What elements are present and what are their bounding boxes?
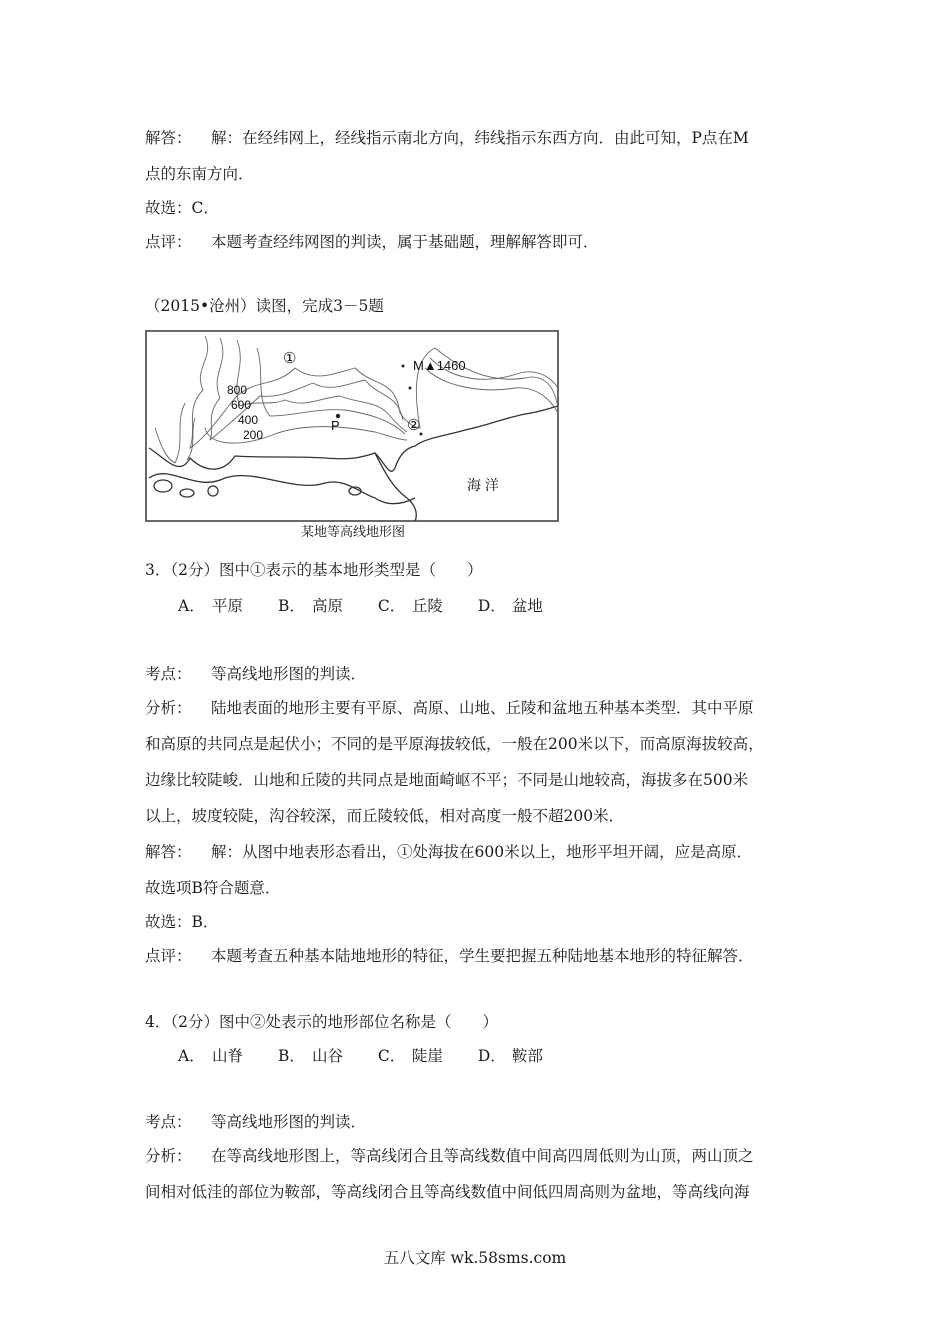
q3-fenxi-4: 以上，坡度较陡，沟谷较深，而丘陵较低，相对高度一般不超200米． bbox=[145, 807, 625, 825]
q3-option-c[interactable]: C． 丘陵 bbox=[377, 597, 443, 615]
q4-fenxi-1: 分析： 在等高线地形图上，等高线闭合且等高线数值中间高四周低则为山顶，两山顶之 bbox=[145, 1147, 754, 1165]
page-footer: 五八文库 wk.58sms.com bbox=[383, 1249, 567, 1267]
mark-1: ① bbox=[283, 350, 297, 367]
q3-option-a[interactable]: A． 平原 bbox=[178, 597, 244, 615]
q3-option-d[interactable]: D． 盆地 bbox=[477, 597, 543, 615]
q4-option-a[interactable]: A． 山脊 bbox=[178, 1047, 244, 1065]
q3-option-b[interactable]: B． 高原 bbox=[277, 597, 343, 615]
point-p-label: P bbox=[331, 418, 340, 433]
map-caption: 某地等高线地形图 bbox=[300, 524, 406, 539]
q4-stem: 4．（2分）图中②处表示的地形部位名称是（ ） bbox=[145, 1013, 498, 1031]
q4-option-c[interactable]: C． 陡崖 bbox=[377, 1047, 443, 1065]
q2-answer-line-2: 点的东南方向． bbox=[145, 165, 254, 183]
q3-jieda-2: 故选项B符合题意． bbox=[145, 879, 281, 897]
q3-jieda-1: 解答： 解：从图中地表形态看出，①处海拔在600米以上，地形平坦开阔，应是高原． bbox=[145, 843, 753, 861]
answer-label: 解答： bbox=[145, 129, 192, 147]
contour-label-400: 400 bbox=[238, 413, 259, 427]
q3-fenxi-1: 分析： 陆地表面的地形主要有平原、高原、山地、丘陵和盆地五种基本类型．其中平原 bbox=[145, 699, 754, 717]
q4-options bbox=[178, 1046, 573, 1066]
q3-fenxi-3: 边缘比较陡峻．山地和丘陵的共同点是地面崎岖不平；不同是山地较高，海拔多在500米 bbox=[145, 771, 749, 789]
q4-fenxi-2: 间相对低洼的部位为鞍部，等高线闭合且等高线数值中间低四周高则为盆地，等高线向海 bbox=[145, 1183, 750, 1201]
section-intro: （2015•沧州）读图，完成3－5题 bbox=[145, 297, 384, 315]
q2-comment bbox=[145, 232, 599, 252]
q3-fenxi-2: 和高原的共同点是起伏小；不同的是平原海拔较低，一般在200米以下，而高原海拔较高， bbox=[145, 735, 764, 753]
contour-label-600: 600 bbox=[231, 398, 252, 412]
peak-label: M▲1460 bbox=[413, 358, 466, 373]
mark-2: ② bbox=[407, 417, 421, 434]
q3-stem: 3．（2分）图中①表示的基本地形类型是（ ） bbox=[145, 561, 483, 579]
q4-option-b[interactable]: B． 山谷 bbox=[277, 1047, 343, 1065]
q3-options bbox=[178, 596, 573, 616]
q3-kaodian: 考点： 等高线地形图的判读． bbox=[145, 665, 367, 683]
q3-choice: 故选：B． bbox=[145, 913, 219, 931]
q3-dianping: 点评： 本题考查五种基本陆地地形的特征，学生要把握五种陆地基本地形的特征解答． bbox=[145, 947, 754, 965]
q2-choice: 故选：C． bbox=[145, 199, 219, 217]
q2-answer-line-1 bbox=[145, 128, 749, 148]
comment-label: 点评： bbox=[145, 233, 192, 251]
ocean-label: 海 洋 bbox=[467, 477, 499, 493]
contour-map-figure bbox=[145, 328, 561, 542]
comment-text: 本题考查经纬网图的判读，属于基础题，理解解答即可． bbox=[211, 233, 599, 251]
contour-label-800: 800 bbox=[227, 383, 248, 397]
q4-option-d[interactable]: D． 鞍部 bbox=[477, 1047, 543, 1065]
answer-text: 解：在经纬网上，经线指示南北方向，纬线指示东西方向．由此可知，P点在M bbox=[211, 129, 749, 147]
q4-kaodian: 考点： 等高线地形图的判读． bbox=[145, 1113, 367, 1131]
contour-label-200: 200 bbox=[243, 428, 264, 442]
